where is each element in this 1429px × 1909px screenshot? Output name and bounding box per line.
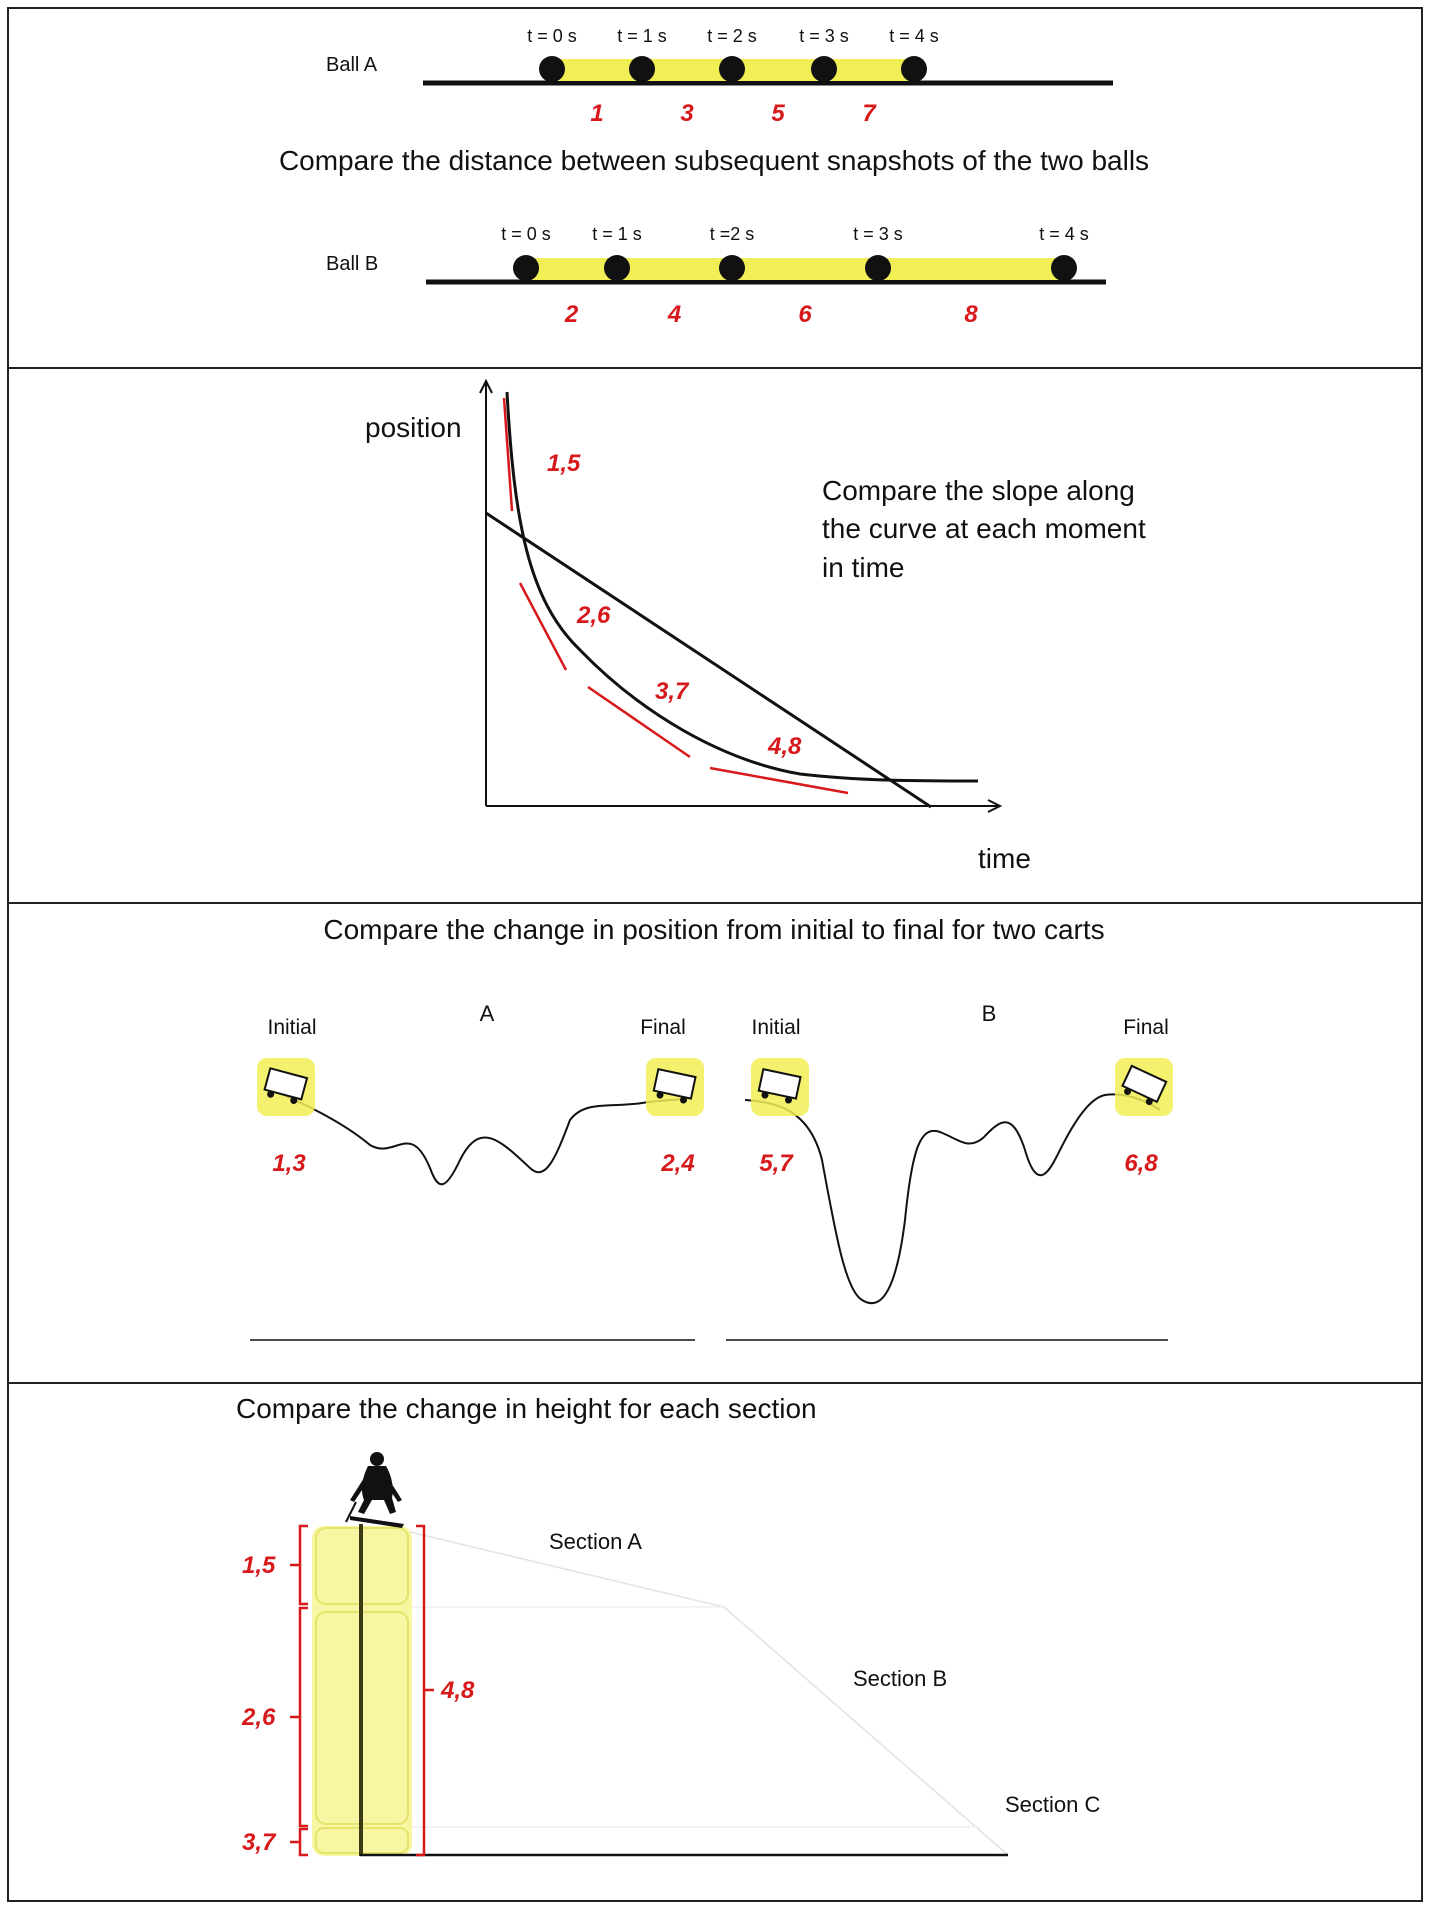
slope-text-line-2: the curve at each moment <box>822 513 1146 544</box>
ball-b-gap-highlight <box>880 258 1062 280</box>
slope-profile <box>410 1532 1008 1855</box>
outer-frame <box>8 8 1422 1901</box>
height-label-total: 4,8 <box>441 1677 475 1704</box>
right-bracket <box>416 1526 434 1855</box>
height-label-section-a: 1,5 <box>242 1552 276 1579</box>
track-b-curve <box>745 1094 1160 1303</box>
tangent-line-4 <box>710 768 848 793</box>
section-b-label: Section B <box>853 1666 948 1691</box>
y-axis-label: position <box>365 412 462 443</box>
ball-a-ball <box>539 56 565 82</box>
ball-a-time-label: t = 4 s <box>889 26 939 46</box>
tangent-label-1: 1,5 <box>547 450 581 477</box>
ball-b-gap-highlight <box>528 258 615 280</box>
track-a-initial-number: 1,3 <box>272 1150 306 1177</box>
panel-cart-tracks <box>250 914 1173 1340</box>
ball-b-distance-number: 6 <box>798 301 812 328</box>
ball-b-time-label: t = 1 s <box>592 224 642 244</box>
cart-a-final <box>646 1058 704 1116</box>
track-a-name: A <box>479 1001 495 1026</box>
slope-text-line-1: Compare the slope along <box>822 475 1135 506</box>
ball-b-label: Ball B <box>326 253 379 275</box>
ball-a-time-label: t = 1 s <box>617 26 667 46</box>
panel-ball-snapshots <box>279 26 1149 328</box>
ball-a-gap-highlight <box>826 59 912 81</box>
ball-b-time-label: t = 4 s <box>1039 224 1089 244</box>
ball-b-time-label: t = 0 s <box>501 224 551 244</box>
ball-a-time-label: t = 2 s <box>707 26 757 46</box>
track-a-curve <box>272 1090 690 1184</box>
slope-text-line-3: in time <box>822 552 905 583</box>
ball-a-label: Ball A <box>326 54 378 76</box>
ball-b-time-label: t = 3 s <box>853 224 903 244</box>
ball-a-distance-number: 1 <box>590 100 604 127</box>
height-label-section-c: 3,7 <box>242 1829 276 1856</box>
cart-b-final <box>1115 1058 1173 1116</box>
cart-b-initial <box>751 1058 809 1116</box>
ball-b-ball <box>604 255 630 281</box>
ball-b-ball <box>1051 255 1077 281</box>
ball-b-snapshots <box>501 224 1089 328</box>
panel-position-time-graph <box>365 381 1146 874</box>
track-b-initial-number: 5,7 <box>759 1150 793 1177</box>
ball-a-time-label: t = 3 s <box>799 26 849 46</box>
track-b-final-number: 6,8 <box>1124 1150 1158 1177</box>
section-a-label: Section A <box>549 1529 642 1554</box>
left-brackets <box>290 1526 308 1855</box>
track-a-initial-label: Initial <box>267 1016 317 1039</box>
ball-b-distance-number: 8 <box>964 301 978 328</box>
section-c-label: Section C <box>1005 1792 1101 1817</box>
ball-a-ball <box>901 56 927 82</box>
ball-b-ball <box>719 255 745 281</box>
tangent-label-4: 4,8 <box>768 733 802 760</box>
ball-b-time-label: t =2 s <box>709 224 755 244</box>
x-axis-label: time <box>978 843 1031 874</box>
cart-a-initial <box>257 1058 315 1116</box>
ball-b-distance-number: 4 <box>667 301 682 328</box>
height-label-section-b: 2,6 <box>242 1704 276 1731</box>
track-a-final-number: 2,4 <box>661 1150 695 1177</box>
ball-b-gap-highlight <box>734 258 876 280</box>
track-b-final-label: Final <box>1123 1016 1169 1039</box>
track-a-final-label: Final <box>640 1016 686 1039</box>
ball-a-ball <box>719 56 745 82</box>
tangent-label-3: 3,7 <box>655 678 689 705</box>
ball-a-gap-highlight <box>734 59 822 81</box>
ball-b-ball <box>513 255 539 281</box>
track-b-initial-label: Initial <box>751 1016 801 1039</box>
ball-a-time-label: t = 0 s <box>527 26 577 46</box>
track-b-name: B <box>981 1001 997 1026</box>
ball-b-gap-highlight <box>619 258 730 280</box>
skier-icon <box>346 1452 404 1528</box>
ball-a-gap-highlight <box>644 59 730 81</box>
ball-b-ball <box>865 255 891 281</box>
tangent-label-2: 2,6 <box>577 602 611 629</box>
panel1-title: Compare the distance between subsequent snapshots of the two balls <box>278 145 1150 176</box>
ball-a-snapshots <box>527 26 939 127</box>
ball-a-gap-highlight <box>554 59 640 81</box>
ball-a-distance-number: 3 <box>680 100 694 127</box>
panel4-title: Compare the change in height for each section <box>236 1393 817 1424</box>
panel3-title: Compare the change in position from initial to final for two carts <box>323 914 1105 945</box>
panel-height-sections <box>236 1393 1100 1856</box>
ball-a-distance-number: 7 <box>862 100 876 127</box>
ball-b-distance-number: 2 <box>564 301 579 328</box>
ball-a-ball <box>629 56 655 82</box>
ball-a-distance-number: 5 <box>771 100 785 127</box>
ball-a-ball <box>811 56 837 82</box>
